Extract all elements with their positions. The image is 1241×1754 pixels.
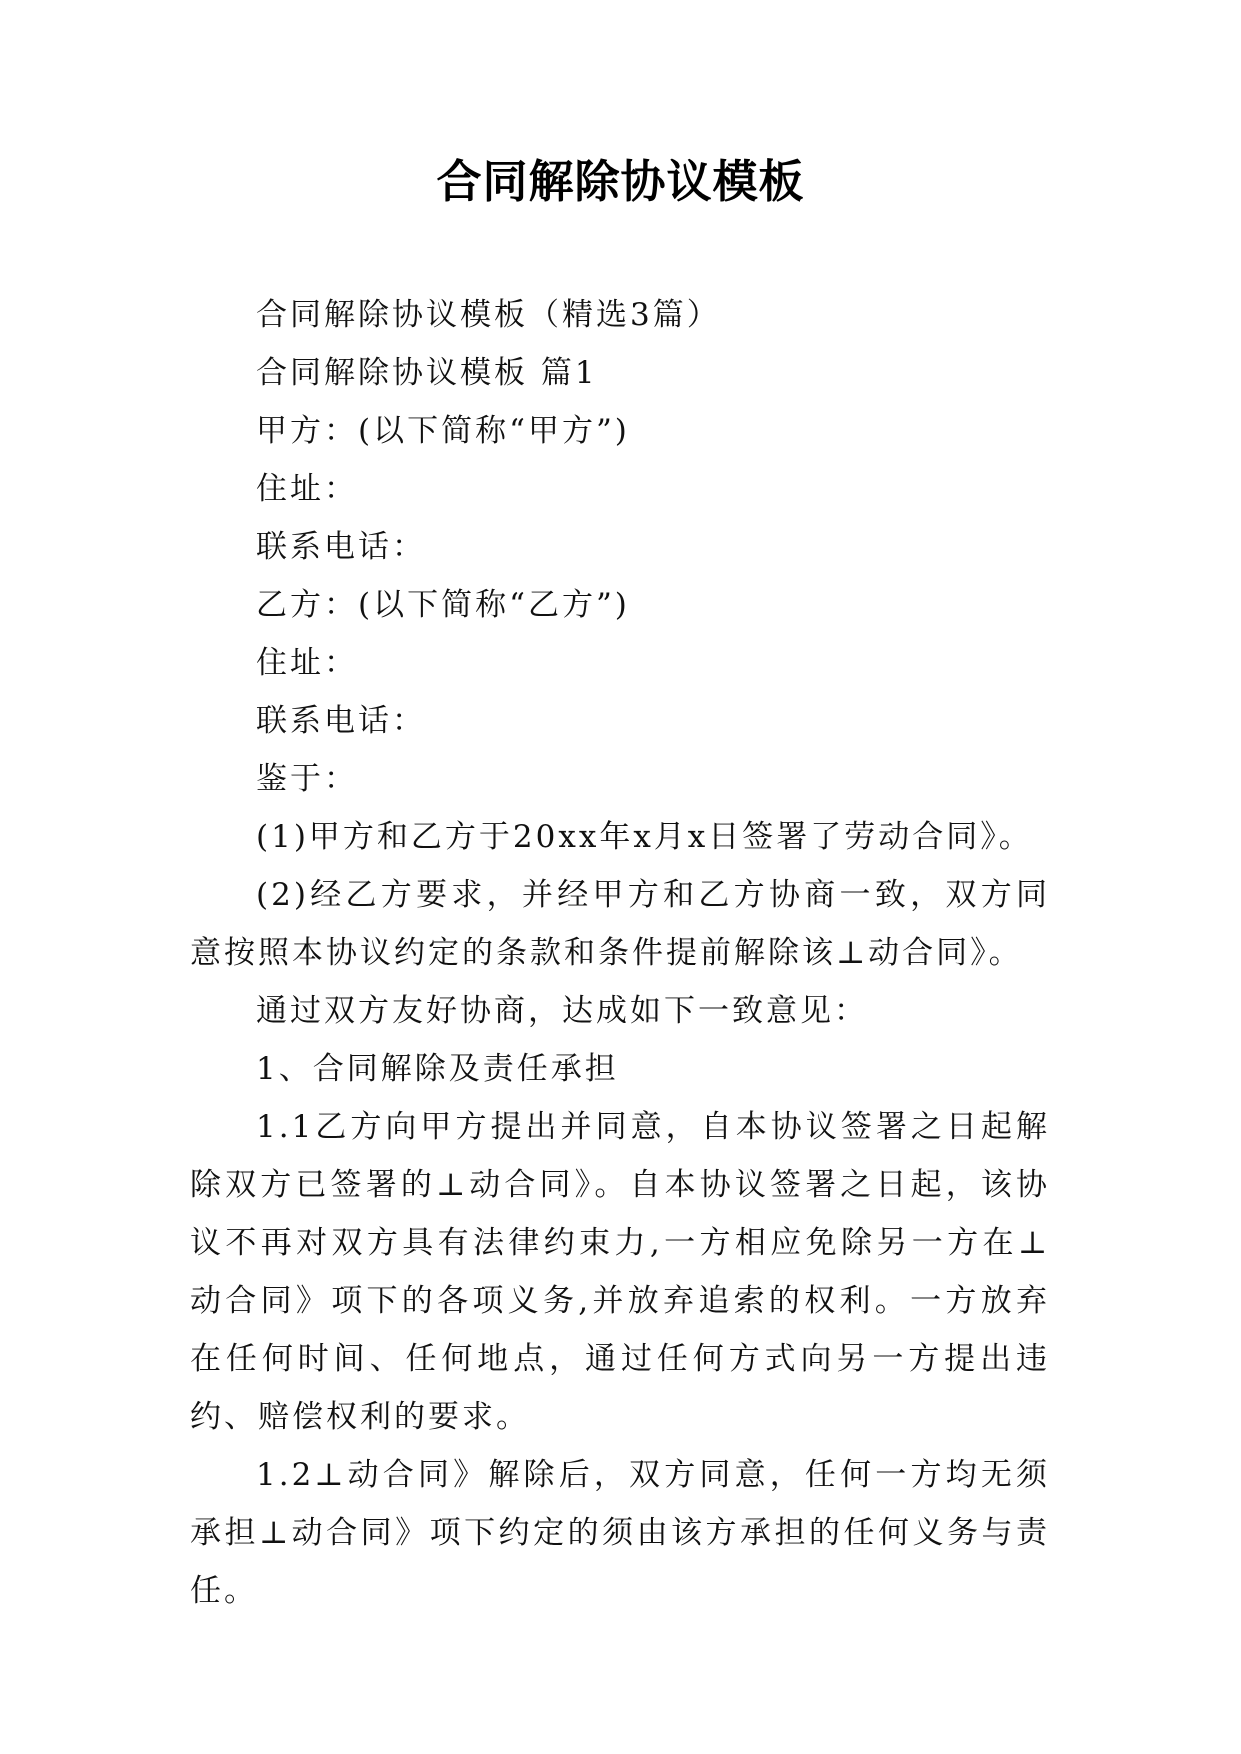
document-title: 合同解除协议模板 (436, 155, 805, 208)
party-a-line: 甲方：(以下简称“甲方”) (256, 413, 630, 449)
clause-heading-1: 1、合同解除及责任承担 (256, 1051, 619, 1087)
whereas-line: 鉴于： (256, 761, 358, 797)
clause-1-1: 1.1乙方向甲方提出并同意，自本协议签署之日起解除双方已签署的⊥动合同》。自本协议签署之日起，该协议不再对双方具有法律约束力,一方相应免除另一方在⊥动合同》项下的各项义务,并放弃追索的权利。一方放弃在任何时间、任何地点，通过任何方式向另一方提出违约、赔偿权利的要求。 (190, 1109, 1050, 1435)
party-a-address: 住址： (256, 471, 358, 507)
agreement-intro: 通过双方友好协商，达成如下一致意见： (256, 993, 868, 1029)
whereas-clause-2: (2)经乙方要求，并经甲方和乙方协商一致，双方同意按照本协议约定的条款和条件提前解除该⊥动合同》。 (190, 877, 1050, 971)
clause-1-2: 1.2⊥动合同》解除后，双方同意，任何一方均无须承担⊥动合同》项下约定的须由该方承担的任何义务与责任。 (190, 1457, 1050, 1609)
party-b-phone: 联系电话： (256, 703, 426, 739)
party-a-phone: 联系电话： (256, 529, 426, 565)
party-b-address: 住址： (256, 645, 358, 681)
party-b-line: 乙方：(以下简称“乙方”) (256, 587, 630, 623)
subtitle-line: 合同解除协议模板（精选3篇） (256, 297, 721, 333)
document-body (190, 286, 1050, 1620)
whereas-clause-1: (1)甲方和乙方于20xx年x月x日签署了劳动合同》。 (256, 819, 1033, 855)
section-heading: 合同解除协议模板 篇1 (256, 355, 598, 391)
